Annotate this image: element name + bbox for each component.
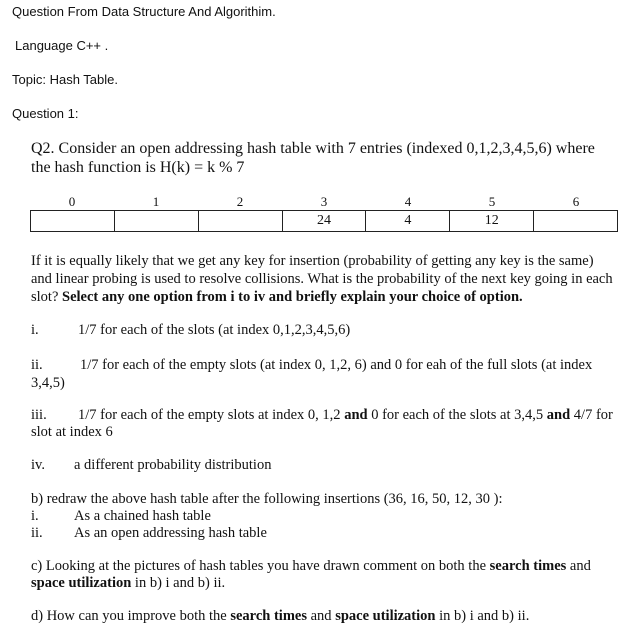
option-i-number: i. <box>31 322 39 338</box>
part-b-ii-text: As an open addressing hash table <box>74 525 267 541</box>
header-line-3: Topic: Hash Table. <box>12 72 118 87</box>
index-label: 0 <box>68 194 76 209</box>
part-c-line-1 <box>31 557 591 575</box>
index-label: 1 <box>152 194 160 209</box>
paragraph-line-3 <box>31 288 523 306</box>
part-d-line <box>31 607 529 625</box>
instruction-bold: Select any one option from i to iv and briefly explain your choice of option. <box>62 289 523 305</box>
option-ii-text-cont: 3,4,5) <box>31 375 65 391</box>
q2-line-1: Q2. Consider an open addressing hash table with 7 entries (indexed 0,1,2,3,4,5,6) where <box>31 140 595 157</box>
part-b-ii-number: ii. <box>31 525 43 541</box>
index-label: 3 <box>320 194 328 209</box>
hash-slot: 24 <box>283 211 367 231</box>
part-c-line-2 <box>31 574 225 592</box>
text-bold: and <box>344 407 368 423</box>
hash-table-index-row <box>30 194 618 210</box>
header-line-1: Question From Data Structure And Algorithim. <box>12 4 276 19</box>
text-segment: and <box>566 558 591 574</box>
hash-slot <box>534 211 617 231</box>
text-bold: and <box>546 407 571 423</box>
hash-table <box>30 194 618 232</box>
part-b-line-1: b) redraw the above hash table after the following insertions (36, 16, 50, 12, 30 ): <box>31 491 503 507</box>
text-segment: 0 for each of the slots at 3,4,5 <box>367 407 547 423</box>
text-bold: space utilization <box>335 608 436 624</box>
option-ii-text: 1/7 for each of the empty slots (at index 0, 1,2, 6) and 0 for eah of the full slots (at index <box>80 357 593 373</box>
text-segment: in b) i and b) ii. <box>435 608 530 624</box>
option-iii-text <box>78 406 613 424</box>
q2-line-2: the hash function is H(k) = k % 7 <box>31 159 245 176</box>
paragraph-line-1: If it is equally likely that we get any key for insertion (probability of getting any key is the same) <box>31 253 594 269</box>
index-label: 5 <box>488 194 496 209</box>
text-segment: 1/7 for each of the empty slots at index 0, 1,2 <box>78 407 345 423</box>
hash-slot: 4 <box>366 211 450 231</box>
text-segment: in b) i and b) ii. <box>131 575 226 591</box>
part-b-i-number: i. <box>31 508 39 524</box>
index-label: 2 <box>236 194 244 209</box>
paragraph-text: slot? <box>31 289 63 305</box>
hash-table-cells <box>30 210 618 232</box>
part-b-i-text: As a chained hash table <box>74 508 211 524</box>
option-i-text: 1/7 for each of the slots (at index 0,1,2,3,4,5,6) <box>78 322 351 338</box>
hash-slot <box>199 211 283 231</box>
index-label: 4 <box>404 194 412 209</box>
index-label: 6 <box>572 194 580 209</box>
option-ii-number: ii. <box>31 357 43 373</box>
text-segment: c) Looking at the pictures of hash tables you have drawn comment on both the <box>31 558 490 574</box>
option-iii-number: iii. <box>31 407 47 423</box>
paragraph-line-2: and linear probing is used to resolve collisions. What is the probability of the next key going in each <box>31 271 613 287</box>
option-iv-number: iv. <box>31 457 45 473</box>
text-segment: d) How can you improve both the <box>31 608 231 624</box>
hash-slot <box>31 211 115 231</box>
option-iv-text: a different probability distribution <box>74 457 272 473</box>
text-bold: space utilization <box>31 575 132 591</box>
option-iii-text-cont: slot at index 6 <box>31 424 113 440</box>
header-line-2: Language C++ . <box>15 38 109 53</box>
text-bold: search times <box>489 558 567 574</box>
header-line-4: Question 1: <box>12 106 79 121</box>
hash-slot <box>115 211 199 231</box>
hash-slot: 12 <box>450 211 534 231</box>
text-segment: and <box>307 608 336 624</box>
text-bold: search times <box>230 608 307 624</box>
text-segment: 4/7 for <box>570 407 613 423</box>
